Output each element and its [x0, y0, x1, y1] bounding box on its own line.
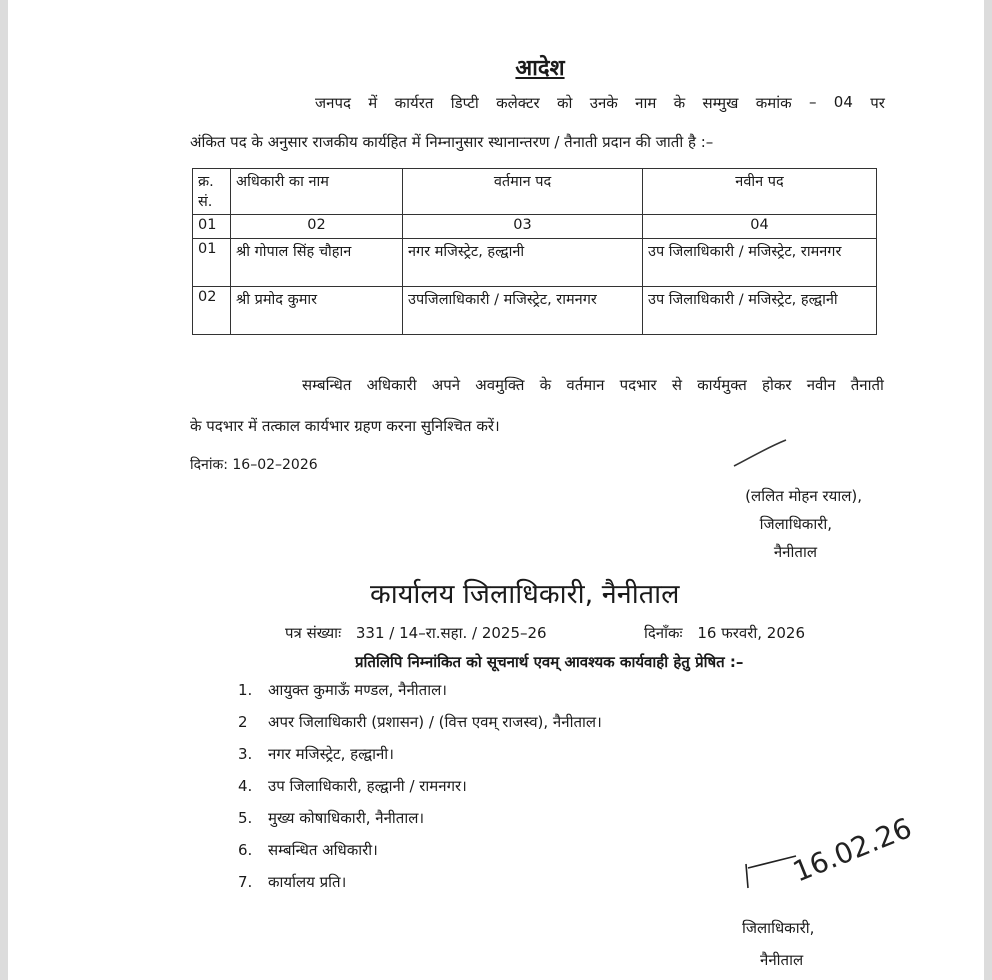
row-officer-name: श्री प्रमोद कुमार	[231, 287, 403, 335]
row-officer-name: श्री गोपाल सिंह चौहान	[231, 239, 403, 287]
header-serial: क्र. सं.	[193, 169, 231, 215]
recipient-text: उप जिलाधिकारी, हल्द्वानी / रामनगर।	[268, 777, 467, 795]
row-current-post: नगर मजिस्ट्रेट, हल्द्वानी	[403, 239, 643, 287]
recipient-number: 3.	[238, 745, 253, 763]
page-edge-right	[984, 0, 992, 980]
table-row	[193, 239, 877, 287]
column-number: 03	[403, 215, 643, 239]
intro-line-1	[315, 93, 885, 113]
letter-reference-line	[285, 623, 805, 643]
column-number: 04	[643, 215, 877, 239]
recipient-text: सम्बन्धित अधिकारी।	[268, 841, 378, 859]
letter-number-value: 331 / 14–रा.सहा. / 2025–26	[355, 624, 547, 642]
list-item	[238, 836, 602, 868]
intro-word: पर	[870, 94, 885, 112]
row-serial: 01	[193, 239, 231, 287]
table-row	[193, 287, 877, 335]
footer-signatory	[742, 912, 814, 976]
closing-word: अपने	[431, 376, 461, 394]
recipient-text: मुख्य कोषाधिकारी, नैनीताल।	[268, 809, 425, 827]
row-new-post: उप जिलाधिकारी / मजिस्ट्रेट, हल्द्वानी	[643, 287, 877, 335]
intro-word: 04	[833, 93, 853, 111]
signatory-block	[708, 482, 862, 566]
recipient-number: 1.	[238, 681, 253, 699]
intro-word: डिप्टी	[450, 94, 479, 112]
signatory-name: (ललित मोहन रयाल),	[745, 487, 862, 505]
list-item	[238, 676, 602, 708]
closing-word: होकर	[762, 376, 792, 394]
header-new-post: नवीन पद	[643, 169, 877, 215]
letter-number-label: पत्र संख्याः	[285, 624, 342, 642]
intro-word: के	[673, 94, 686, 112]
row-current-post: उपजिलाधिकारी / मजिस्ट्रेट, रामनगर	[403, 287, 643, 335]
footer-designation: जिलाधिकारी,	[742, 919, 815, 937]
column-number: 01	[193, 215, 231, 239]
letter-date-value: 16 फरवरी, 2026	[697, 624, 805, 642]
order-date: दिनांक: 16–02–2026	[190, 457, 318, 473]
signatory-place: नैनीताल	[773, 543, 817, 561]
recipient-number: 6.	[238, 841, 253, 859]
header-current-post: वर्तमान पद	[403, 169, 643, 215]
letter-date-label: दिनाँकः	[643, 624, 683, 642]
intro-word: जनपद	[315, 94, 351, 112]
intro-word: कार्यरत	[394, 94, 434, 112]
list-item	[238, 868, 602, 900]
order-title: आदेश	[515, 56, 565, 81]
column-number: 02	[231, 215, 403, 239]
list-item	[238, 740, 602, 772]
intro-line-2: अंकित पद के अनुसार राजकीय कार्यहित में निम्नानुसार स्थानान्तरण / तैनाती प्रदान की जाती है :–	[190, 133, 714, 151]
header-officer-name: अधिकारी का नाम	[231, 169, 403, 215]
recipient-list	[238, 676, 602, 900]
recipient-number: 2	[238, 713, 248, 731]
signatory-designation: जिलाधिकारी,	[759, 515, 832, 533]
intro-word: सम्मुख	[702, 94, 739, 112]
closing-word: नवीन	[806, 376, 836, 394]
closing-line-2: के पदभार में तत्काल कार्यभार ग्रहण करना सुनिश्चित करें।	[190, 417, 500, 435]
row-new-post: उप जिलाधिकारी / मजिस्ट्रेट, रामनगर	[643, 239, 877, 287]
recipient-text: कार्यालय प्रति।	[268, 873, 347, 891]
closing-word: पदभार	[619, 376, 657, 394]
intro-word: कमांक	[755, 94, 792, 112]
transfer-table	[192, 168, 877, 335]
handwritten-date: 16.02.26	[788, 811, 917, 889]
closing-word: अवमुक्ति	[475, 376, 525, 394]
table-header-row	[193, 169, 877, 215]
intro-word: उनके	[589, 94, 618, 112]
copy-forward-text: प्रतिलिपि निम्नांकित को सूचनार्थ एवम् आवश्यक कार्यवाही हेतु प्रेषित :–	[355, 653, 744, 671]
letter-number	[285, 623, 547, 643]
intro-word: नाम	[635, 94, 657, 112]
closing-line-1	[302, 375, 884, 395]
list-item	[238, 804, 602, 836]
handwritten-initial-and-date	[738, 806, 918, 896]
footer-place: नैनीताल	[760, 951, 804, 969]
row-serial: 02	[193, 287, 231, 335]
signature-mark	[730, 436, 790, 472]
closing-word: वर्तमान	[566, 376, 605, 394]
closing-word: से	[671, 376, 682, 394]
intro-word: को	[557, 94, 573, 112]
page-edge-left	[0, 0, 8, 980]
intro-word: –	[808, 93, 817, 111]
letter-date	[644, 623, 805, 643]
recipient-text: आयुक्त कुमाऊँ मण्डल, नैनीताल।	[268, 681, 447, 699]
closing-word: तैनाती	[850, 376, 884, 394]
recipient-number: 4.	[238, 777, 253, 795]
closing-word: अधिकारी	[366, 376, 417, 394]
recipient-number: 7.	[238, 873, 253, 891]
closing-word: सम्बन्धित	[302, 376, 352, 394]
office-heading: कार्यालय जिलाधिकारी, नैनीताल	[370, 579, 680, 610]
list-item	[238, 772, 602, 804]
recipient-number: 5.	[238, 809, 253, 827]
intro-word: कलेक्टर	[496, 94, 540, 112]
recipient-text: अपर जिलाधिकारी (प्रशासन) / (वित्त एवम् राजस्व), नैनीताल।	[268, 713, 602, 731]
closing-word: कार्यमुक्त	[697, 376, 747, 394]
list-item	[238, 708, 602, 740]
recipient-text: नगर मजिस्ट्रेट, हल्द्वानी।	[268, 745, 394, 763]
closing-word: के	[539, 376, 552, 394]
intro-word: में	[368, 94, 378, 112]
column-number-row	[193, 215, 877, 239]
